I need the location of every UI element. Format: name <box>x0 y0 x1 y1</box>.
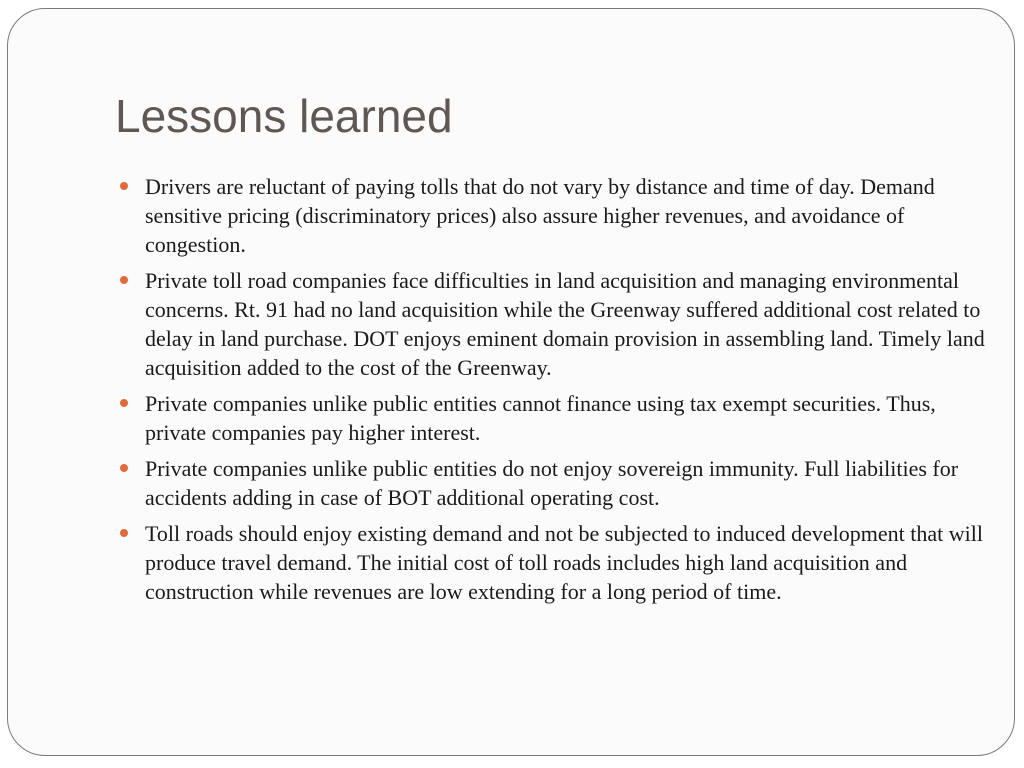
bullet-item <box>145 519 985 606</box>
bullet-item <box>145 454 985 512</box>
bullet-item <box>145 389 985 447</box>
bullet-item <box>145 266 985 382</box>
bullet-text: Toll roads should enjoy existing demand and not be subjected to induced development that will produce travel demand. The initial cost of toll roads includes high land acquisition and construction while revenues are low extending for a long period of time. <box>145 521 983 604</box>
bullet-list <box>145 172 985 613</box>
slide-title: Lessons learned <box>115 90 453 142</box>
bullet-item <box>145 172 985 259</box>
bullet-dot-icon <box>120 182 128 190</box>
bullet-dot-icon <box>120 399 128 407</box>
bullet-dot-icon <box>120 529 128 537</box>
slide <box>7 8 1015 756</box>
bullet-text: Drivers are reluctant of paying tolls that do not vary by distance and time of day. Demand sensitive pricing (discriminatory prices) also assure higher revenues, and avoidance of congestion. <box>145 174 935 257</box>
bullet-text: Private companies unlike public entities do not enjoy sovereign immunity. Full liabilities for accidents adding in case of BOT additional operating cost. <box>145 456 959 510</box>
bullet-dot-icon <box>120 464 128 472</box>
bullet-text: Private companies unlike public entities cannot finance using tax exempt securities. Thus, private companies pay higher interest. <box>145 391 936 445</box>
bullet-dot-icon <box>120 276 128 284</box>
bullet-text: Private toll road companies face difficulties in land acquisition and managing environmental concerns. Rt. 91 had no land acquisition while the Greenway suffered additional cost related to delay in land purchase. DOT enjoys eminent domain provision in assembling land. Timely land acquisition added to the cost of the Greenway. <box>145 268 985 380</box>
